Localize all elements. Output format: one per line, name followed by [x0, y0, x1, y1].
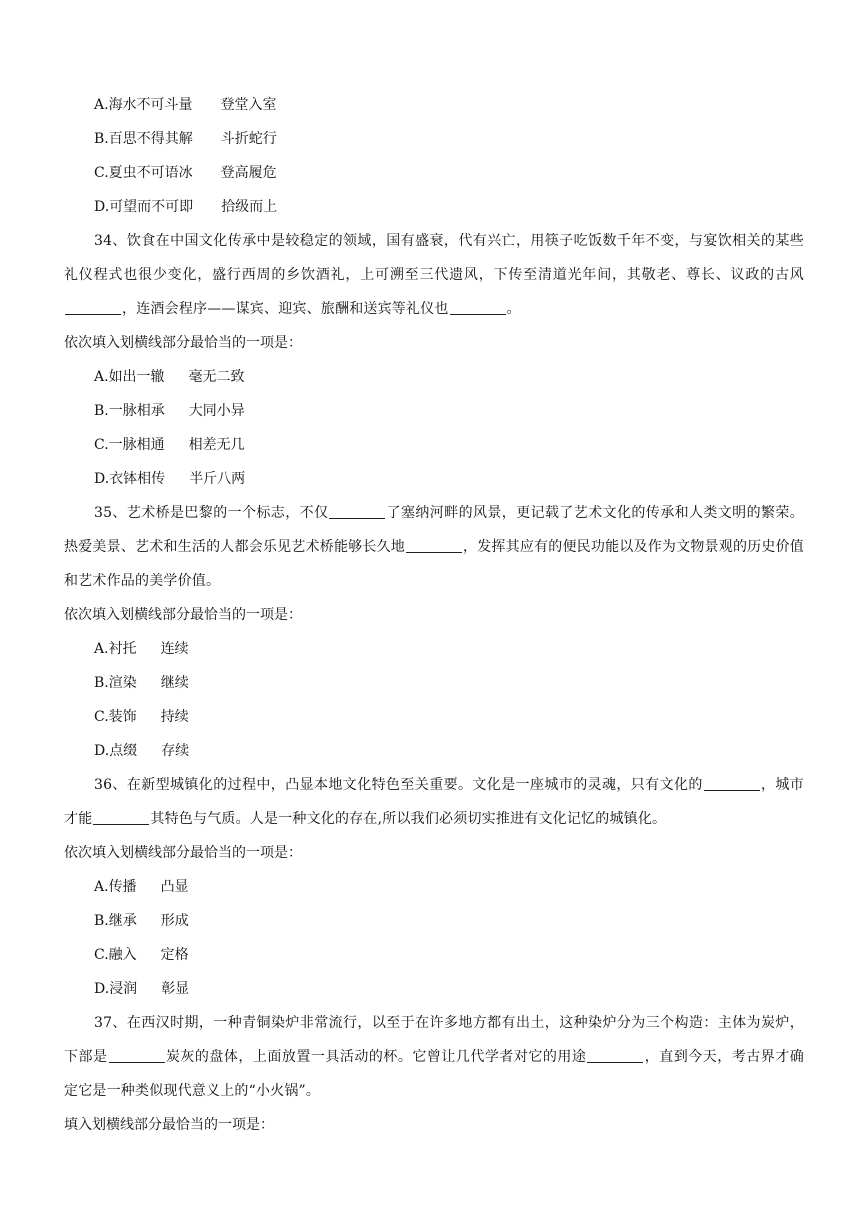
- answer-blank: [93, 810, 149, 825]
- q36-text-part-1: 36、在新型城镇化的过程中，凸显本地文化特色至关重要。文化是一座城市的灵魂，只有文化的: [94, 777, 703, 793]
- q34-text-part-1: 34、饮食在中国文化传承中是较稳定的领域，国有盛衰，代有兴亡，用筷子吃饭数千年不变，与宴饮相关的某些礼仪程式也很少变化，盛行西周的乡饮酒礼，上可溯至三代遗风，下传至清道光年间，其敬老、尊长、议政的古风: [64, 233, 804, 283]
- q34-option-c: [64, 428, 804, 462]
- option-letter: A.: [94, 641, 109, 657]
- option-word-1: 衣钵相传: [109, 471, 166, 487]
- option-letter: C.: [94, 165, 109, 181]
- option-letter: C.: [94, 709, 109, 725]
- q37-text-part-3: ，直到今天，考古界才确定它是一种类似现代意义上的“小火锅”。: [64, 1049, 804, 1099]
- option-letter: D.: [94, 981, 110, 997]
- option-letter: D.: [94, 199, 110, 215]
- q35-options: [64, 632, 804, 768]
- q36-text-part-3: 其特色与气质。人是一种文化的存在,所以我们必须切实推进有文化记忆的城镇化。: [150, 811, 667, 827]
- q34-text-part-2: ，连酒会程序——谋宾、迎宾、旅酬和送宾等礼仪也: [122, 301, 449, 317]
- option-letter: B.: [94, 675, 109, 691]
- option-word-2: 继续: [160, 675, 189, 691]
- option-word-1: 点缀: [109, 743, 138, 759]
- q35-option-d: [64, 734, 804, 768]
- option-letter: C.: [94, 437, 109, 453]
- q34-options: [64, 360, 804, 496]
- answer-blank: [450, 300, 506, 315]
- option-word-1: 一脉相承: [108, 403, 165, 419]
- q35-option-c: [64, 700, 804, 734]
- option-word-2: 相差无几: [188, 437, 245, 453]
- option-word-1: 装饰: [108, 709, 137, 725]
- option-letter: A.: [94, 369, 109, 385]
- option-word-1: 继承: [108, 913, 137, 929]
- answer-blank: [109, 1048, 165, 1063]
- q34-option-d: [64, 462, 804, 496]
- option-letter: A.: [94, 879, 109, 895]
- answer-blank: [65, 300, 121, 315]
- option-word-2: 半斤八两: [189, 471, 246, 487]
- option-word-2: 彰显: [161, 981, 190, 997]
- option-word-1: 浸润: [109, 981, 138, 997]
- q36-stem: 依次填入划横线部分最恰当的一项是：: [64, 845, 302, 861]
- option-letter: B.: [94, 131, 109, 147]
- option-word-1: 一脉相通: [108, 437, 165, 453]
- q34-text-part-3: 。: [506, 301, 521, 317]
- answer-blank: [704, 776, 760, 791]
- q33-option-b: [64, 122, 804, 156]
- q34-stem: 依次填入划横线部分最恰当的一项是：: [64, 335, 302, 351]
- document-content: [64, 88, 804, 1142]
- option-word-2: 斗折蛇行: [220, 131, 277, 147]
- q35-option-a: [64, 632, 804, 666]
- option-word-1: 可望而不可即: [109, 199, 194, 215]
- option-word-1: 海水不可斗量: [108, 97, 193, 113]
- option-word-2: 大同小异: [188, 403, 245, 419]
- option-word-1: 传播: [108, 879, 137, 895]
- option-word-1: 融入: [108, 947, 137, 963]
- option-word-2: 毫无二致: [188, 369, 245, 385]
- q37-text-part-2: 炭灰的盘体，上面放置一具活动的杯。它曾让几代学者对它的用途: [165, 1049, 587, 1065]
- q36-option-d: [64, 972, 804, 1006]
- option-letter: D.: [94, 743, 110, 759]
- answer-blank: [587, 1048, 643, 1063]
- q34-text: [64, 224, 804, 326]
- option-letter: B.: [94, 913, 109, 929]
- option-word-2: 连续: [160, 641, 189, 657]
- q34-option-b: [64, 394, 804, 428]
- option-word-1: 渲染: [108, 675, 137, 691]
- q37-stem: 填入划横线部分最恰当的一项是：: [64, 1117, 274, 1133]
- q35-option-b: [64, 666, 804, 700]
- q33-option-d: [64, 190, 804, 224]
- answer-blank: [329, 504, 385, 519]
- option-letter: A.: [94, 97, 109, 113]
- option-word-2: 登堂入室: [220, 97, 277, 113]
- q36-option-a: [64, 870, 804, 904]
- option-word-2: 形成: [160, 913, 189, 929]
- option-word-2: 凸显: [160, 879, 189, 895]
- option-word-2: 定格: [160, 947, 189, 963]
- option-letter: C.: [94, 947, 109, 963]
- option-letter: D.: [94, 471, 110, 487]
- q36-text: [64, 768, 804, 836]
- q34-option-a: [64, 360, 804, 394]
- answer-blank: [406, 538, 462, 553]
- option-word-1: 夏虫不可语冰: [108, 165, 193, 181]
- option-word-1: 百思不得其解: [108, 131, 193, 147]
- option-word-2: 登高履危: [220, 165, 277, 181]
- q35-text: [64, 496, 804, 598]
- q35-stem: 依次填入划横线部分最恰当的一项是：: [64, 607, 302, 623]
- q35-text-part-1: 35、艺术桥是巴黎的一个标志，不仅: [94, 505, 329, 521]
- q36-text-part-2: ，城市才能: [64, 777, 804, 827]
- option-word-2: 拾级而上: [221, 199, 278, 215]
- q37-text-part-1: 37、在西汉时期，一种青铜染炉非常流行，以至于在许多地方都有出土，这种染炉分为三个构造：主体为炭炉，下部是: [64, 1015, 804, 1065]
- option-word-1: 衬托: [108, 641, 137, 657]
- q35-text-part-3: ，发挥其应有的便民功能以及作为文物景观的历史价值和艺术作品的美学价值。: [64, 539, 804, 589]
- q36-option-c: [64, 938, 804, 972]
- option-word-1: 如出一辙: [108, 369, 165, 385]
- q33-options: [64, 88, 804, 224]
- option-letter: B.: [94, 403, 109, 419]
- q33-option-c: [64, 156, 804, 190]
- q33-option-a: [64, 88, 804, 122]
- option-word-2: 持续: [160, 709, 189, 725]
- q35-text-part-2: 了塞纳河畔的风景，更记载了艺术文化的传承和人类文明的繁荣。热爱美景、艺术和生活的人都会乐见艺术桥能够长久地: [64, 505, 804, 555]
- q36-option-b: [64, 904, 804, 938]
- q37-text: [64, 1006, 804, 1108]
- option-word-2: 存续: [161, 743, 190, 759]
- q36-options: [64, 870, 804, 1006]
